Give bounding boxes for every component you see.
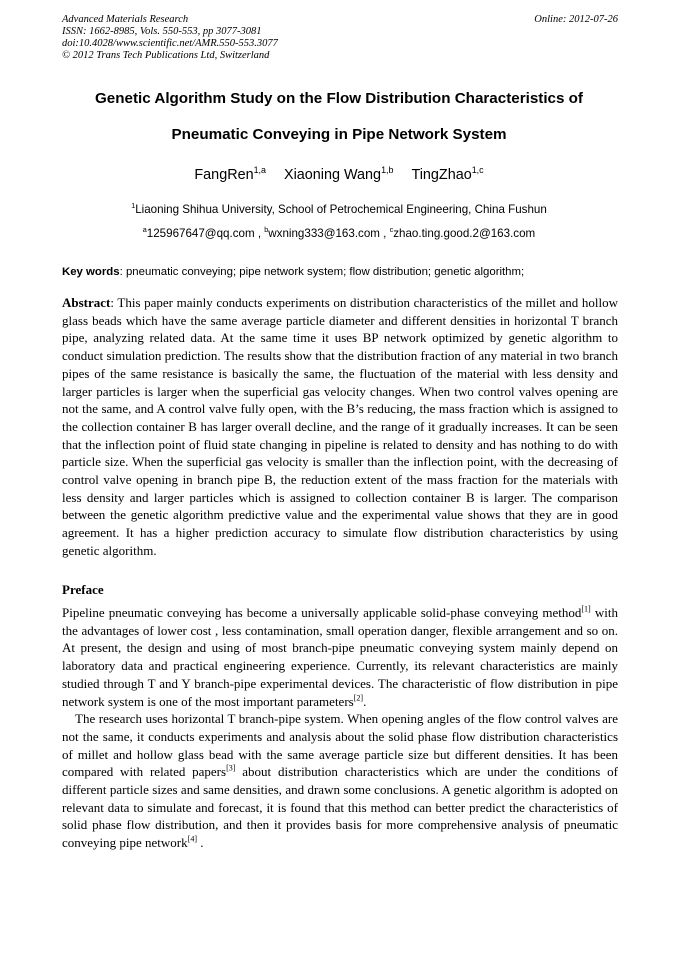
email-link[interactable]: zhao.ting.good.2@163.com [393, 227, 536, 240]
author: FangRen$^{1,a}$ [194, 165, 266, 183]
email-link[interactable]: wxning333@163.com [268, 227, 380, 240]
keywords: Key words: pneumatic conveying; pipe network system; flow distribution; genetic algorithm; [62, 266, 525, 278]
keywords-label: Key words [62, 266, 120, 278]
affiliation: $^1$Liaoning Shihua University, School of Petrochemical Engineering, China Fushun [131, 201, 547, 216]
paragraph: The research uses horizontal T branch-pipe system. When opening angles of the flow control valves are not the same, it conducts experiments and analysis about the solid phase flow distribution characteristics of millet and hollow glass bead with the same average particle size but different densities. It has been compared with related papers[3] about distribution characteristics which are under the conditions of different particle sizes and same densities, and drawn some conclusions. A genetic algorithm is adopted on relevant data to simulate and forecast, it is found that this method can better predict the characteristics of solid phase flow distribution, and then it provides basis for more comprehensive analysis of pneumatic conveying pipe network[4] . [62, 711, 618, 851]
journal-header [62, 14, 618, 62]
online-date: Online: 2012-07-26 [534, 14, 618, 25]
copyright-line: © 2012 Trans Tech Publications Ltd, Switzerland [62, 50, 270, 61]
citation: [3] [226, 764, 236, 773]
email-link[interactable]: 125967647@qq.com [146, 227, 255, 240]
paper-title-line-2: Pneumatic Conveying in Pipe Network System [171, 126, 507, 143]
citation: [1] [581, 604, 591, 614]
issn-line: ISSN: 1662-8985, Vols. 550-553, pp 3077-3081 [62, 26, 262, 37]
paper-title-line-1: Genetic Algorithm Study on the Flow Distribution Characteristics of [94, 90, 583, 107]
preface-section [62, 604, 618, 852]
paragraph: Pipeline pneumatic conveying has become a universally applicable solid-phase conveying method[1] with the advantages of lower cost , less contamination, small operation danger, flexible arrangement and so on. At present, the design and using of most branch-pipe pneumatic conveying system mainly depend on laboratory data and practical engineering experience. Currently, its relevant characteristics are mainly studied through T and Y branch-pipe experimental devices. The characteristic of flow distribution in pipe network system is one of the most important parameters[2]. [62, 604, 618, 709]
citation: [4] [187, 834, 198, 844]
abstract-text: : This paper mainly conducts experiments on distribution characteristics of the millet and hollow glass beads which have the same average particle diameter and different densities in horizontal T branch pipe, analyzing related data. At the same time it uses BP network optimized by genetic algorithm to conduct simulation prediction. The results show that the distribution fraction of any material in two branch pipes of the same resistance is basically the same, the fluctuation of the material with less density and larger particles is larger when the superficial gas velocity changes. When two control valves opening are not the same, and A control valve fully open, with the B’s reducing, the mass fraction which is assigned to the collection container B has larger overall decline, and the range of it gradually increases. It can be seen that the inflection point of fluid state changing in pipeline is related to density and has nothing to do with particle size. When the superficial gas velocity is smaller than the inflection point, with the decreasing of control valve opening in branch pipe B, the reduction extent of the mass fraction for the materials with less density and larger particles which is assigned to collection container B is larger. The comparison between the genetic algorithm predictive value and the experimental value shows that they are in good agreement. It has a higher prediction accuracy to simulate flow distribution characteristics by using genetic algorithm. [62, 295, 618, 558]
doi-line: doi:10.4028/www.scientific.net/AMR.550-553.3077 [62, 38, 278, 49]
author-emails: $^a$125967647@qq.com , $^b$wxning333@163.com , $^c$zhao.ting.good.2@163.com [142, 225, 536, 240]
author: TingZhao$^{1,c}$ [411, 165, 484, 183]
citation: [2] [353, 693, 364, 703]
abstract-label: Abstract [62, 295, 111, 310]
section-heading-preface: Preface [62, 582, 104, 597]
journal-name: Advanced Materials Research [62, 14, 189, 25]
abstract [62, 294, 618, 560]
author: Xiaoning Wang$^{1,b}$ [283, 165, 394, 183]
author-list [0, 167, 678, 183]
